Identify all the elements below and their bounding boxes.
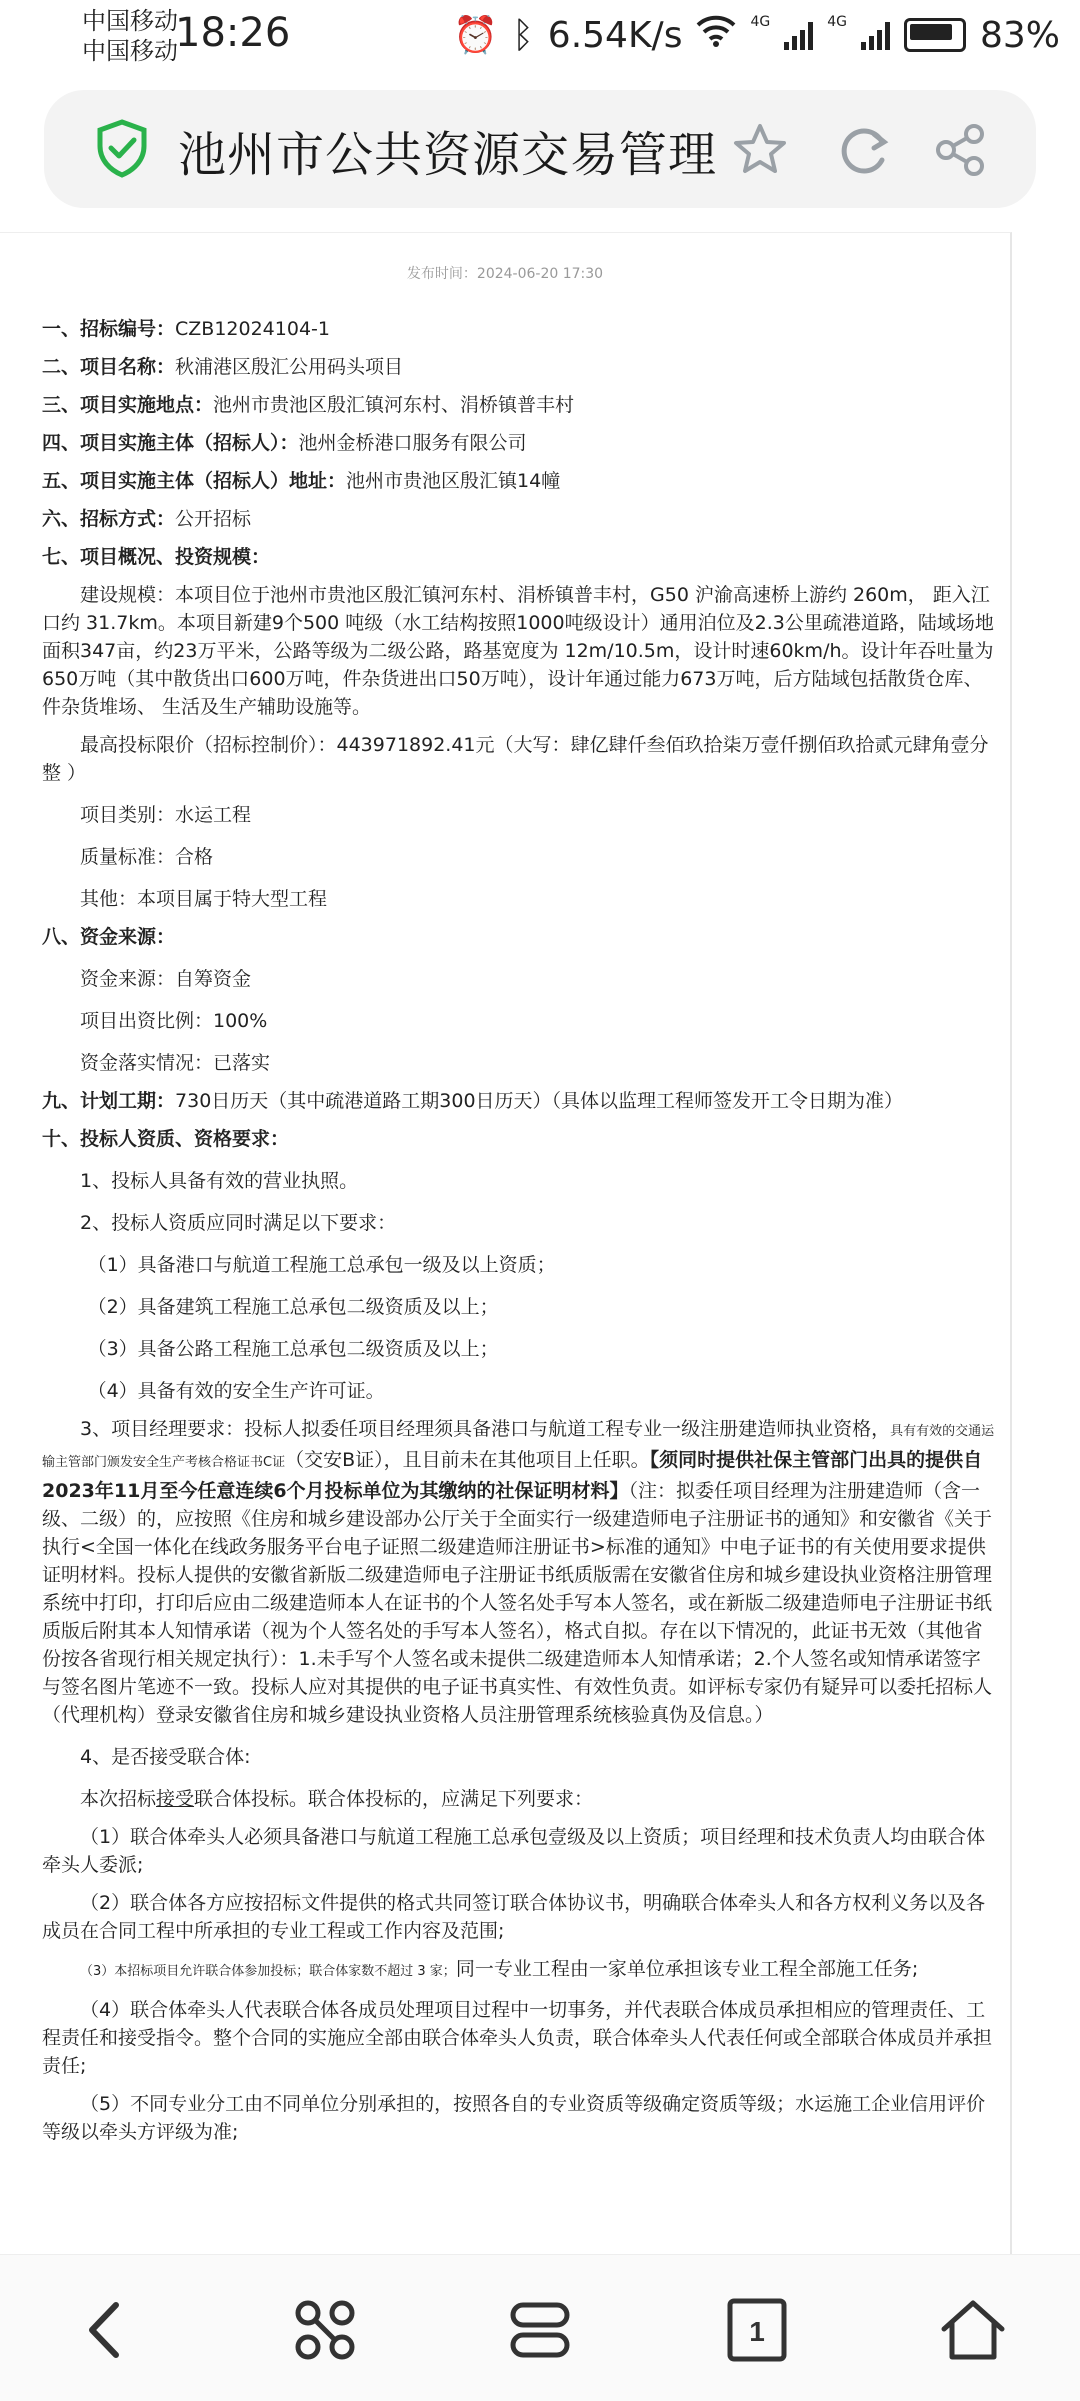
item-8: 八、资金来源： bbox=[42, 926, 176, 948]
share-icon[interactable] bbox=[930, 120, 990, 180]
page-title: 池州市公共资源交易管理 bbox=[178, 127, 718, 183]
refresh-icon[interactable] bbox=[834, 120, 894, 180]
bookmark-star-icon[interactable] bbox=[730, 120, 790, 180]
battery-icon bbox=[904, 18, 966, 52]
publish-time: 发布时间：2024-06-20 17:30 bbox=[406, 266, 604, 282]
tabs-icon[interactable] bbox=[722, 2295, 792, 2365]
alarm-icon: ⏰ bbox=[453, 15, 499, 56]
requirement-2-1: （1）具备港口与航道工程施工总承包一级及以上资质； bbox=[87, 1254, 556, 1276]
back-icon[interactable] bbox=[72, 2295, 142, 2365]
address-bar[interactable] bbox=[44, 90, 1036, 208]
net2-label: 4G bbox=[827, 14, 847, 30]
fund-status: 资金落实情况：已落实 bbox=[80, 1052, 271, 1074]
shield-check-icon bbox=[92, 118, 152, 178]
signal-icon bbox=[784, 20, 813, 50]
item-9: 九、计划工期：730日历天（其中疏港道路工期300日历天）（具体以监理工程师签发开工令日期为准） bbox=[42, 1090, 904, 1112]
item-1: 一、招标编号：CZB12024104-1 bbox=[42, 318, 330, 340]
fund-ratio: 项目出资比例：100% bbox=[80, 1010, 268, 1032]
wifi-icon bbox=[696, 15, 736, 56]
bluetooth-icon: ᛒ bbox=[512, 14, 534, 56]
requirement-3: 3、项目经理要求：投标人拟委任项目经理须具备港口与航道工程专业一级注册建造师执业资格，具有有效的交通运输主管部门颁发安全生产考核合格证书C证（交安B证），且目前未在其他项目上任职。【须同时提供社保主管部门出具的提供自2023年11月至今任意连续6个月投标单位为其缴纳的社保证明材料】（注：拟委任项目经理为注册建造师（含一级、二级）的，应按照《住房和城乡建设部办公厅关于全面实行一级建造师电子注册证书的通知》和安徽省《关于执行<全国一体化在线政务服务平台电子证照二级建造师注册证书>标准的通知》中电子证书的有关使用要求提供证明材料。投标人提供的安徽省新版二级建造师电子注册证书纸质版需在安徽省住房和城乡建设执业资格注册管理系统中打印，打印后应由二级建造师本人在证书的个人签名处手写本人签名，或在新版二级建造师电子注册证书纸质版后附其本人知情承诺（视为个人签名处的手写本人签名），格式自拟。存在以下情况的，此证书无效（其他省份按各省现行相关规定执行）：1.未手写个人签名或未提供二级建造师本人知情承诺；2.个人签名或知情承诺签字与签名图片笔迹不一致。投标人应对其提供的电子证书真实性、有效性负责。如评标专家仍有疑异可以委托招标人（代理机构）登录安徽省住房和城乡建设执业资格人员注册管理系统核验真伪及信息。） bbox=[42, 1418, 995, 1726]
item-5: 五、项目实施主体（招标人）地址：池州市贵池区殷汇镇14幢 bbox=[42, 470, 561, 492]
clock: 18:26 bbox=[175, 10, 291, 56]
quality-standard: 质量标准：合格 bbox=[80, 846, 214, 868]
project-category: 项目类别：水运工程 bbox=[80, 804, 252, 826]
item-7: 七、项目概况、投资规模： bbox=[42, 546, 271, 568]
requirement-2: 2、投标人资质应同时满足以下要求： bbox=[80, 1212, 397, 1234]
item-4: 四、项目实施主体（招标人）：池州金桥港口服务有限公司 bbox=[42, 432, 527, 454]
consortium-5: （5）不同专业分工由不同单位分别承担的，按照各自的专业资质等级确定资质等级；水运施工企业信用评价等级以牵头方评级为准; bbox=[42, 2093, 986, 2143]
consortium-4: （4）联合体牵头人代表联合体各成员处理项目过程中一切事务，并代表联合体成员承担相应的管理责任、工程责任和接受指令。整个合同的实施应全部由联合体牵头人负责，联合体牵头人代表任何或全部联合体成员并承担责任; bbox=[42, 1999, 993, 2077]
consortium-1: （1）联合体牵头人必须具备港口与航道工程施工总承包壹级及以上资质；项目经理和技术负责人均由联合体牵头人委派; bbox=[42, 1826, 986, 1876]
apps-icon[interactable] bbox=[290, 2295, 360, 2365]
carrier-2: 中国移动 bbox=[82, 37, 178, 65]
requirement-1: 1、投标人具备有效的营业执照。 bbox=[80, 1170, 359, 1192]
svg-text:1: 1 bbox=[749, 2316, 765, 2347]
requirement-2-2: （2）具备建筑工程施工总承包二级资质及以上； bbox=[87, 1296, 499, 1318]
other-info: 其他：本项目属于特大型工程 bbox=[80, 888, 328, 910]
carrier-labels bbox=[82, 6, 178, 66]
requirement-4: 4、是否接受联合体: bbox=[80, 1746, 251, 1768]
home-icon[interactable] bbox=[938, 2295, 1008, 2365]
consortium-intro: 本次招标接受联合体投标。联合体投标的，应满足下列要求： bbox=[80, 1788, 594, 1810]
requirement-2-4: （4）具备有效的安全生产许可证。 bbox=[87, 1380, 385, 1402]
menu-icon[interactable] bbox=[505, 2295, 575, 2365]
status-icons bbox=[453, 14, 1060, 56]
consortium-2: （2）联合体各方应按招标文件提供的格式共同签订联合体协议书，明确联合体牵头人和各方权利义务以及各成员在合同工程中所承担的专业工程或工作内容及范围; bbox=[42, 1892, 986, 1942]
item-2: 二、项目名称：秋浦港区殷汇公用码头项目 bbox=[42, 356, 404, 378]
fund-source: 资金来源：自筹资金 bbox=[80, 968, 252, 990]
bottom-nav bbox=[0, 2254, 1080, 2401]
article-content[interactable] bbox=[0, 232, 1012, 2255]
carrier-1: 中国移动 bbox=[82, 7, 178, 35]
net1-label: 4G bbox=[750, 14, 771, 30]
consortium-3: （3）本招标项目允许联合体参加投标；联合体家数不超过 3 家；同一专业工程由一家单位承担该专业工程全部施工任务; bbox=[80, 1958, 919, 1980]
item-10: 十、投标人资质、资格要求： bbox=[42, 1128, 290, 1150]
battery-level: 83% bbox=[979, 14, 1060, 56]
item-6: 六、招标方式：公开招标 bbox=[42, 508, 252, 530]
price-paragraph: 最高投标限价（招标控制价）：443971892.41元（大写：肆亿肆仟叁佰玖拾柒万壹仟捌佰玖拾贰元肆角壹分整 ） bbox=[42, 734, 989, 784]
network-speed: 6.54K/s bbox=[547, 14, 683, 56]
signal-icon-2 bbox=[861, 20, 890, 50]
status-bar bbox=[0, 0, 1080, 80]
scale-paragraph: 建设规模：本项目位于池州市贵池区殷汇镇河东村、涓桥镇普丰村，G50 沪渝高速桥上游约 260m， 距入江口约 31.7km。本项目新建9个500 吨级（水工结构按照1000吨级设计）通用泊位及2.3公里疏港道路，陆域场地面积347亩，约23万平米，公路等级为二级公路，路基宽度为 12m/10.5m，设计时速60km/h。设计年吞吐量为650万吨（其中散货出口600万吨，件杂货进出口50万吨），设计年通过能力673万吨，后方陆域包括散货仓库、件杂货堆场、 生活及生产辅助设施等。 bbox=[42, 584, 994, 718]
item-3: 三、项目实施地点：池州市贵池区殷汇镇河东村、涓桥镇普丰村 bbox=[42, 394, 575, 416]
requirement-2-3: （3）具备公路工程施工总承包二级资质及以上； bbox=[87, 1338, 499, 1360]
announcement-body bbox=[0, 315, 1010, 2146]
